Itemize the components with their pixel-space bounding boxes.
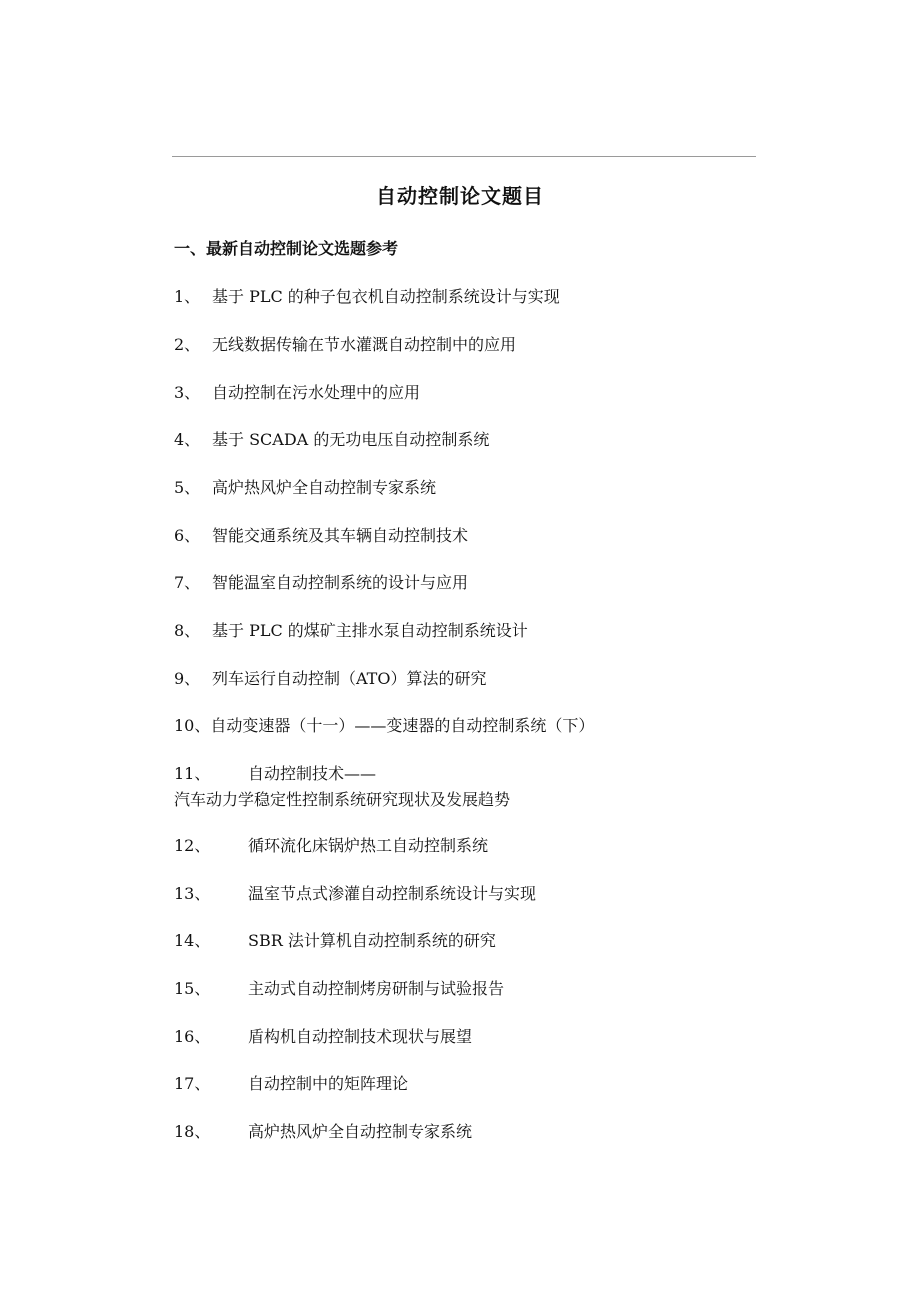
item-text: 基于 PLC 的煤矿主排水泵自动控制系统设计 bbox=[212, 621, 528, 640]
item-text: 温室节点式渗灌自动控制系统设计与实现 bbox=[248, 884, 537, 903]
header-rule bbox=[172, 156, 756, 157]
item-text: 自动控制技术—— bbox=[248, 764, 377, 783]
list-item bbox=[174, 1071, 408, 1097]
list-item bbox=[174, 284, 560, 310]
list-item bbox=[174, 1024, 472, 1050]
item-number: 13、 bbox=[174, 884, 211, 903]
list-item bbox=[174, 475, 436, 501]
item-text: 基于 PLC 的种子包衣机自动控制系统设计与实现 bbox=[212, 287, 560, 306]
list-item bbox=[174, 928, 496, 954]
item-number: 16、 bbox=[174, 1027, 211, 1046]
item-number: 14、 bbox=[174, 931, 211, 950]
list-item bbox=[174, 976, 504, 1002]
item-text: 智能交通系统及其车辆自动控制技术 bbox=[212, 526, 469, 545]
item-number: 3、 bbox=[174, 383, 201, 402]
item-text: 列车运行自动控制（ATO）算法的研究 bbox=[212, 669, 487, 688]
item-text: SBR 法计算机自动控制系统的研究 bbox=[248, 931, 496, 950]
item-text: 基于 SCADA 的无功电压自动控制系统 bbox=[212, 430, 490, 449]
list-item bbox=[174, 881, 536, 907]
list-item bbox=[174, 380, 420, 406]
item-number: 4、 bbox=[174, 430, 201, 449]
list-item bbox=[174, 618, 528, 644]
item-text: 主动式自动控制烤房研制与试验报告 bbox=[248, 979, 505, 998]
list-item bbox=[174, 332, 516, 358]
list-item bbox=[174, 713, 594, 739]
item-number: 6、 bbox=[174, 526, 201, 545]
section-heading: 一、最新自动控制论文选题参考 bbox=[174, 239, 399, 258]
list-item bbox=[174, 761, 510, 813]
list-item bbox=[174, 833, 488, 859]
list-item bbox=[174, 427, 489, 453]
item-text: 盾构机自动控制技术现状与展望 bbox=[248, 1027, 473, 1046]
list-item bbox=[174, 570, 468, 596]
item-text-continuation: 汽车动力学稳定性控制系统研究现状及发展趋势 bbox=[174, 790, 511, 809]
item-number: 10、 bbox=[174, 716, 211, 735]
item-number: 2、 bbox=[174, 335, 201, 354]
item-text: 自动变速器（十一）——变速器的自动控制系统（下） bbox=[210, 716, 595, 735]
item-text: 自动控制中的矩阵理论 bbox=[248, 1074, 409, 1093]
list-item bbox=[174, 1119, 472, 1145]
item-text: 高炉热风炉全自动控制专家系统 bbox=[212, 478, 437, 497]
item-number: 1、 bbox=[174, 287, 201, 306]
item-text: 高炉热风炉全自动控制专家系统 bbox=[248, 1122, 473, 1141]
item-number: 11、 bbox=[174, 764, 211, 783]
item-number: 17、 bbox=[174, 1074, 211, 1093]
item-number: 8、 bbox=[174, 621, 201, 640]
item-text: 智能温室自动控制系统的设计与应用 bbox=[212, 573, 469, 592]
item-text: 循环流化床锅炉热工自动控制系统 bbox=[248, 836, 489, 855]
item-number: 18、 bbox=[174, 1122, 211, 1141]
list-item bbox=[174, 523, 468, 549]
item-text: 自动控制在污水处理中的应用 bbox=[212, 383, 421, 402]
item-number: 15、 bbox=[174, 979, 211, 998]
item-number: 5、 bbox=[174, 478, 201, 497]
item-number: 7、 bbox=[174, 573, 201, 592]
list-item bbox=[174, 666, 486, 692]
item-number: 12、 bbox=[174, 836, 211, 855]
document-title: 自动控制论文题目 bbox=[376, 184, 544, 208]
item-number: 9、 bbox=[174, 669, 201, 688]
item-text: 无线数据传输在节水灌溉自动控制中的应用 bbox=[212, 335, 517, 354]
